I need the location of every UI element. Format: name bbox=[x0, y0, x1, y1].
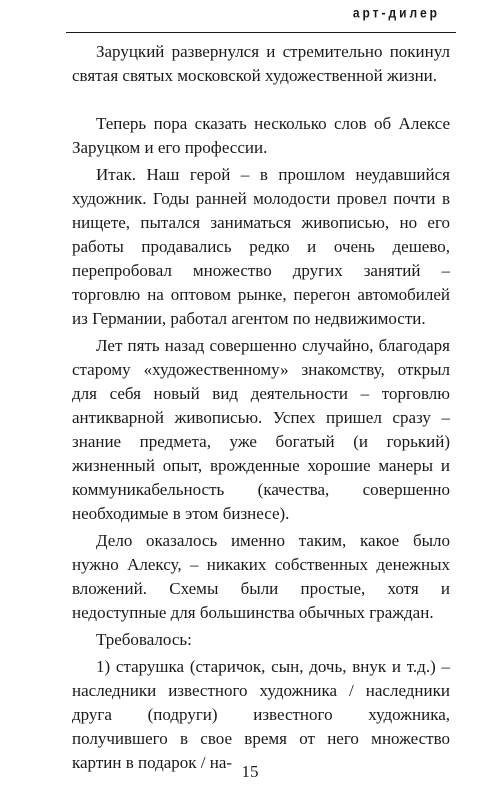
body-text bbox=[72, 40, 450, 778]
page-number: 15 bbox=[241, 762, 259, 781]
paragraph: Заруцкий развернулся и стремительно покинул святая святых московской художественной жизни. bbox=[72, 42, 450, 85]
paragraph: Требовалось: bbox=[96, 630, 192, 649]
paragraph: Итак. Наш герой – в прошлом неудавшийся художник. Годы ранней молодости провел почти в нищете, пытался заниматься живописью, но его работы продавались редко и очень дешево, перепробовал множество других занятий – торговлю на оптовом рынке, перегон автомобилей из Германии, работал агентом по недвижимости. bbox=[72, 165, 450, 328]
header-rule bbox=[66, 32, 456, 33]
paragraph: Лет пять назад совершенно случайно, благодаря старому «художественному» знакомству, открыл для себя новый вид деятельности – торговлю антикварной живописью. Успех пришел сразу – знание предмета, уже богатый (и горький) жизненный опыт, врожденные хорошие манеры и коммуникабельность (качества, совершенно необходимые в этом бизнесе). bbox=[72, 336, 450, 523]
paragraph: Дело оказалось именно таким, какое было нужно Алексу, – никаких собственных денежных вложений. Схемы были простые, хотя и недоступные для большинства обычных граждан. bbox=[72, 531, 450, 622]
running-head: арт-дилер bbox=[352, 4, 440, 22]
paragraph: 1) старушка (старичок, сын, дочь, внук и т.д.) – наследники известного художника / наследники друга (подруги) известного художника, получившего в свое время от него множество картин в подарок / на- bbox=[72, 657, 450, 772]
paragraph: Теперь пора сказать несколько слов об Алексе Заруцком и его профессии. bbox=[72, 114, 450, 157]
